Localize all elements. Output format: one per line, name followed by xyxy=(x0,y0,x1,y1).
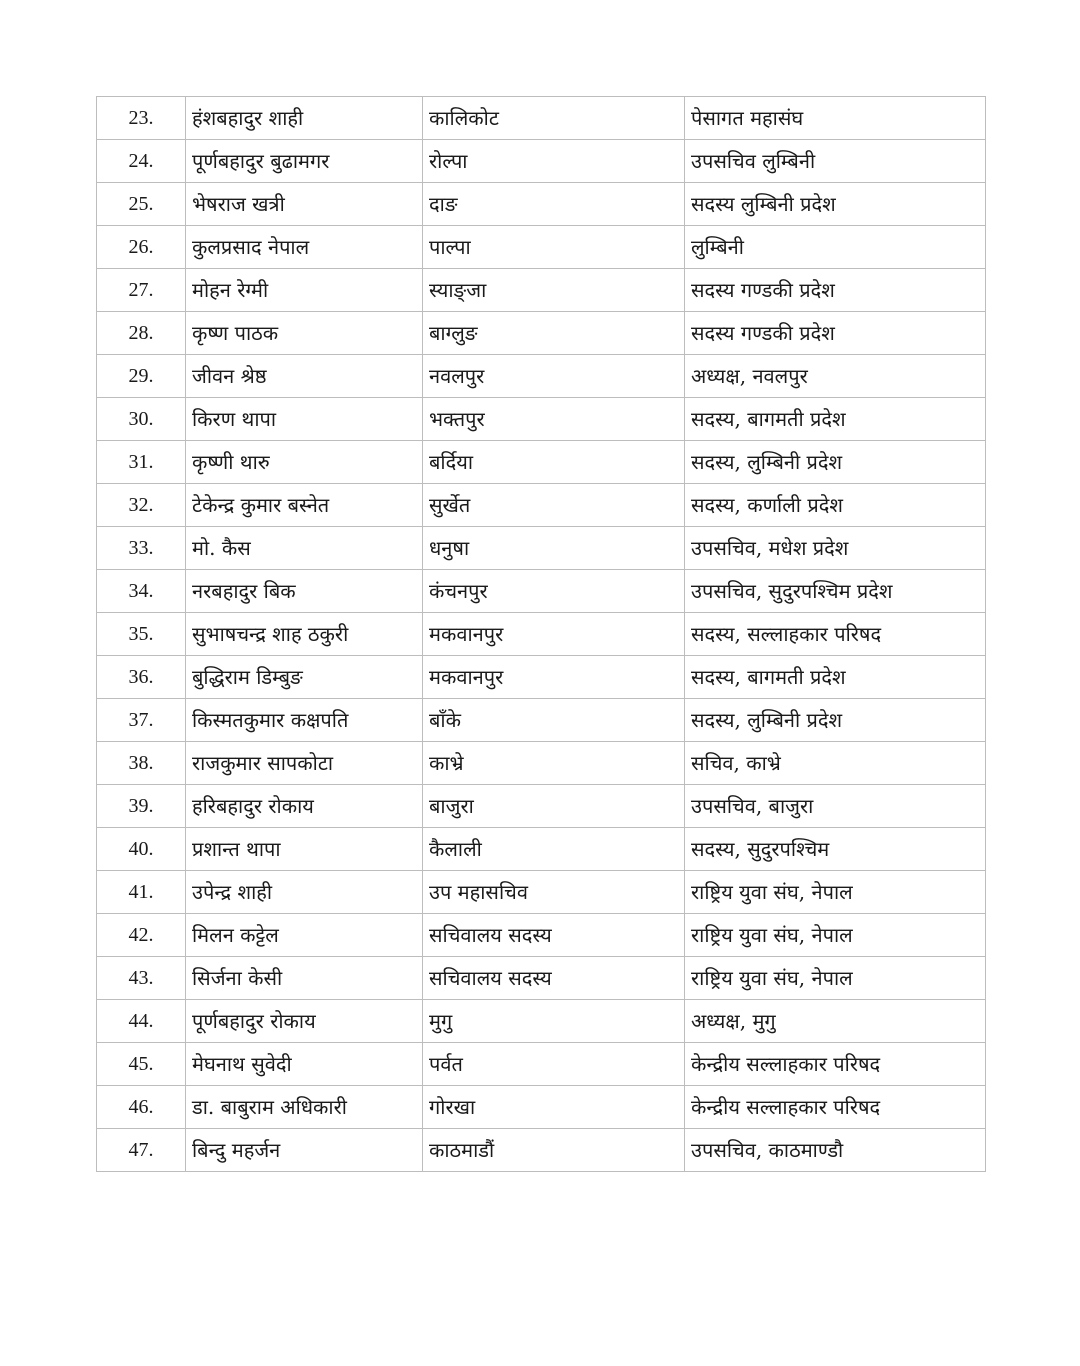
designation-cell: सदस्य, कर्णाली प्रदेश xyxy=(685,484,986,527)
district-cell: भक्तपुर xyxy=(423,398,685,441)
member-name-cell: बुद्धिराम डिम्बुङ xyxy=(186,656,423,699)
table-row xyxy=(97,613,986,656)
serial-number-cell: 34. xyxy=(97,570,186,613)
member-name-cell: कृष्ण पाठक xyxy=(186,312,423,355)
member-name-cell: सुभाषचन्द्र शाह ठकुरी xyxy=(186,613,423,656)
table-row xyxy=(97,484,986,527)
table-row xyxy=(97,1000,986,1043)
member-name-cell: उपेन्द्र शाही xyxy=(186,871,423,914)
designation-cell: उपसचिव, बाजुरा xyxy=(685,785,986,828)
district-cell: बाग्लुङ xyxy=(423,312,685,355)
district-cell: मकवानपुर xyxy=(423,613,685,656)
member-name-cell: हरिबहादुर रोकाय xyxy=(186,785,423,828)
district-cell: काठमाडौं xyxy=(423,1129,685,1172)
district-cell: उप महासचिव xyxy=(423,871,685,914)
serial-number-cell: 39. xyxy=(97,785,186,828)
member-name-cell: कृष्णी थारु xyxy=(186,441,423,484)
designation-cell: राष्ट्रिय युवा संघ, नेपाल xyxy=(685,914,986,957)
serial-number-cell: 43. xyxy=(97,957,186,1000)
designation-cell: सदस्य लुम्बिनी प्रदेश xyxy=(685,183,986,226)
designation-cell: उपसचिव, काठमाण्डौ xyxy=(685,1129,986,1172)
table-row xyxy=(97,441,986,484)
district-cell: नवलपुर xyxy=(423,355,685,398)
district-cell: पाल्पा xyxy=(423,226,685,269)
serial-number-cell: 26. xyxy=(97,226,186,269)
table-row xyxy=(97,1086,986,1129)
designation-cell: केन्द्रीय सल्लाहकार परिषद xyxy=(685,1043,986,1086)
table-row xyxy=(97,570,986,613)
member-name-cell: सिर्जना केसी xyxy=(186,957,423,1000)
designation-cell: सदस्य, बागमती प्रदेश xyxy=(685,398,986,441)
serial-number-cell: 40. xyxy=(97,828,186,871)
table-row xyxy=(97,871,986,914)
table-row xyxy=(97,1043,986,1086)
district-cell: सुर्खेत xyxy=(423,484,685,527)
designation-cell: सदस्य, सुदुरपश्चिम xyxy=(685,828,986,871)
designation-cell: अध्यक्ष, नवलपुर xyxy=(685,355,986,398)
serial-number-cell: 24. xyxy=(97,140,186,183)
district-cell: बर्दिया xyxy=(423,441,685,484)
district-cell: स्याङ्जा xyxy=(423,269,685,312)
member-name-cell: मिलन कट्टेल xyxy=(186,914,423,957)
member-name-cell: कुलप्रसाद नेपाल xyxy=(186,226,423,269)
serial-number-cell: 30. xyxy=(97,398,186,441)
serial-number-cell: 23. xyxy=(97,97,186,140)
district-cell: बाँके xyxy=(423,699,685,742)
designation-cell: उपसचिव, सुदुरपश्चिम प्रदेश xyxy=(685,570,986,613)
table-row xyxy=(97,97,986,140)
serial-number-cell: 27. xyxy=(97,269,186,312)
table-row xyxy=(97,742,986,785)
district-cell: रोल्पा xyxy=(423,140,685,183)
designation-cell: सदस्य, बागमती प्रदेश xyxy=(685,656,986,699)
designation-cell: उपसचिव, मधेश प्रदेश xyxy=(685,527,986,570)
table-row xyxy=(97,269,986,312)
table-row xyxy=(97,398,986,441)
table-row xyxy=(97,785,986,828)
designation-cell: उपसचिव लुम्बिनी xyxy=(685,140,986,183)
serial-number-cell: 29. xyxy=(97,355,186,398)
member-name-cell: पूर्णबहादुर बुढामगर xyxy=(186,140,423,183)
member-name-cell: डा. बाबुराम अधिकारी xyxy=(186,1086,423,1129)
serial-number-cell: 45. xyxy=(97,1043,186,1086)
table-row xyxy=(97,699,986,742)
serial-number-cell: 44. xyxy=(97,1000,186,1043)
serial-number-cell: 41. xyxy=(97,871,186,914)
designation-cell: सदस्य गण्डकी प्रदेश xyxy=(685,269,986,312)
district-cell: दाङ xyxy=(423,183,685,226)
table-row xyxy=(97,183,986,226)
district-cell: कैलाली xyxy=(423,828,685,871)
serial-number-cell: 31. xyxy=(97,441,186,484)
serial-number-cell: 25. xyxy=(97,183,186,226)
district-cell: मकवानपुर xyxy=(423,656,685,699)
serial-number-cell: 36. xyxy=(97,656,186,699)
designation-cell: राष्ट्रिय युवा संघ, नेपाल xyxy=(685,957,986,1000)
table-row xyxy=(97,140,986,183)
serial-number-cell: 46. xyxy=(97,1086,186,1129)
serial-number-cell: 35. xyxy=(97,613,186,656)
designation-cell: पेसागत महासंघ xyxy=(685,97,986,140)
table-row xyxy=(97,656,986,699)
designation-cell: सदस्य, सल्लाहकार परिषद xyxy=(685,613,986,656)
designation-cell: केन्द्रीय सल्लाहकार परिषद xyxy=(685,1086,986,1129)
table-row xyxy=(97,828,986,871)
serial-number-cell: 38. xyxy=(97,742,186,785)
member-name-cell: प्रशान्त थापा xyxy=(186,828,423,871)
member-name-cell: किरण थापा xyxy=(186,398,423,441)
designation-cell: सदस्य गण्डकी प्रदेश xyxy=(685,312,986,355)
table-row xyxy=(97,355,986,398)
serial-number-cell: 37. xyxy=(97,699,186,742)
district-cell: बाजुरा xyxy=(423,785,685,828)
district-cell: मुगु xyxy=(423,1000,685,1043)
serial-number-cell: 28. xyxy=(97,312,186,355)
designation-cell: राष्ट्रिय युवा संघ, नेपाल xyxy=(685,871,986,914)
designation-cell: अध्यक्ष, मुगु xyxy=(685,1000,986,1043)
table-row xyxy=(97,914,986,957)
member-table-body xyxy=(97,97,986,1172)
member-name-cell: हंशबहादुर शाही xyxy=(186,97,423,140)
district-cell: काभ्रे xyxy=(423,742,685,785)
designation-cell: सदस्य, लुम्बिनी प्रदेश xyxy=(685,441,986,484)
district-cell: सचिवालय सदस्य xyxy=(423,957,685,1000)
district-cell: पर्वत xyxy=(423,1043,685,1086)
serial-number-cell: 32. xyxy=(97,484,186,527)
member-name-cell: मोहन रेग्मी xyxy=(186,269,423,312)
serial-number-cell: 47. xyxy=(97,1129,186,1172)
member-name-cell: बिन्दु महर्जन xyxy=(186,1129,423,1172)
table-row xyxy=(97,527,986,570)
member-name-cell: पूर्णबहादुर रोकाय xyxy=(186,1000,423,1043)
member-table xyxy=(96,96,986,1172)
table-row xyxy=(97,226,986,269)
designation-cell: सदस्य, लुम्बिनी प्रदेश xyxy=(685,699,986,742)
table-row xyxy=(97,312,986,355)
designation-cell: सचिव, काभ्रे xyxy=(685,742,986,785)
serial-number-cell: 42. xyxy=(97,914,186,957)
serial-number-cell: 33. xyxy=(97,527,186,570)
member-name-cell: नरबहादुर बिक xyxy=(186,570,423,613)
designation-cell: लुम्बिनी xyxy=(685,226,986,269)
member-name-cell: भेषराज खत्री xyxy=(186,183,423,226)
member-name-cell: किस्मतकुमार कक्षपति xyxy=(186,699,423,742)
district-cell: सचिवालय सदस्य xyxy=(423,914,685,957)
member-name-cell: राजकुमार सापकोटा xyxy=(186,742,423,785)
member-name-cell: जीवन श्रेष्ठ xyxy=(186,355,423,398)
district-cell: गोरखा xyxy=(423,1086,685,1129)
table-row xyxy=(97,1129,986,1172)
table-row xyxy=(97,957,986,1000)
member-name-cell: टेकेन्द्र कुमार बस्नेत xyxy=(186,484,423,527)
district-cell: धनुषा xyxy=(423,527,685,570)
district-cell: कंचनपुर xyxy=(423,570,685,613)
member-name-cell: मेघनाथ सुवेदी xyxy=(186,1043,423,1086)
district-cell: कालिकोट xyxy=(423,97,685,140)
member-name-cell: मो. कैस xyxy=(186,527,423,570)
